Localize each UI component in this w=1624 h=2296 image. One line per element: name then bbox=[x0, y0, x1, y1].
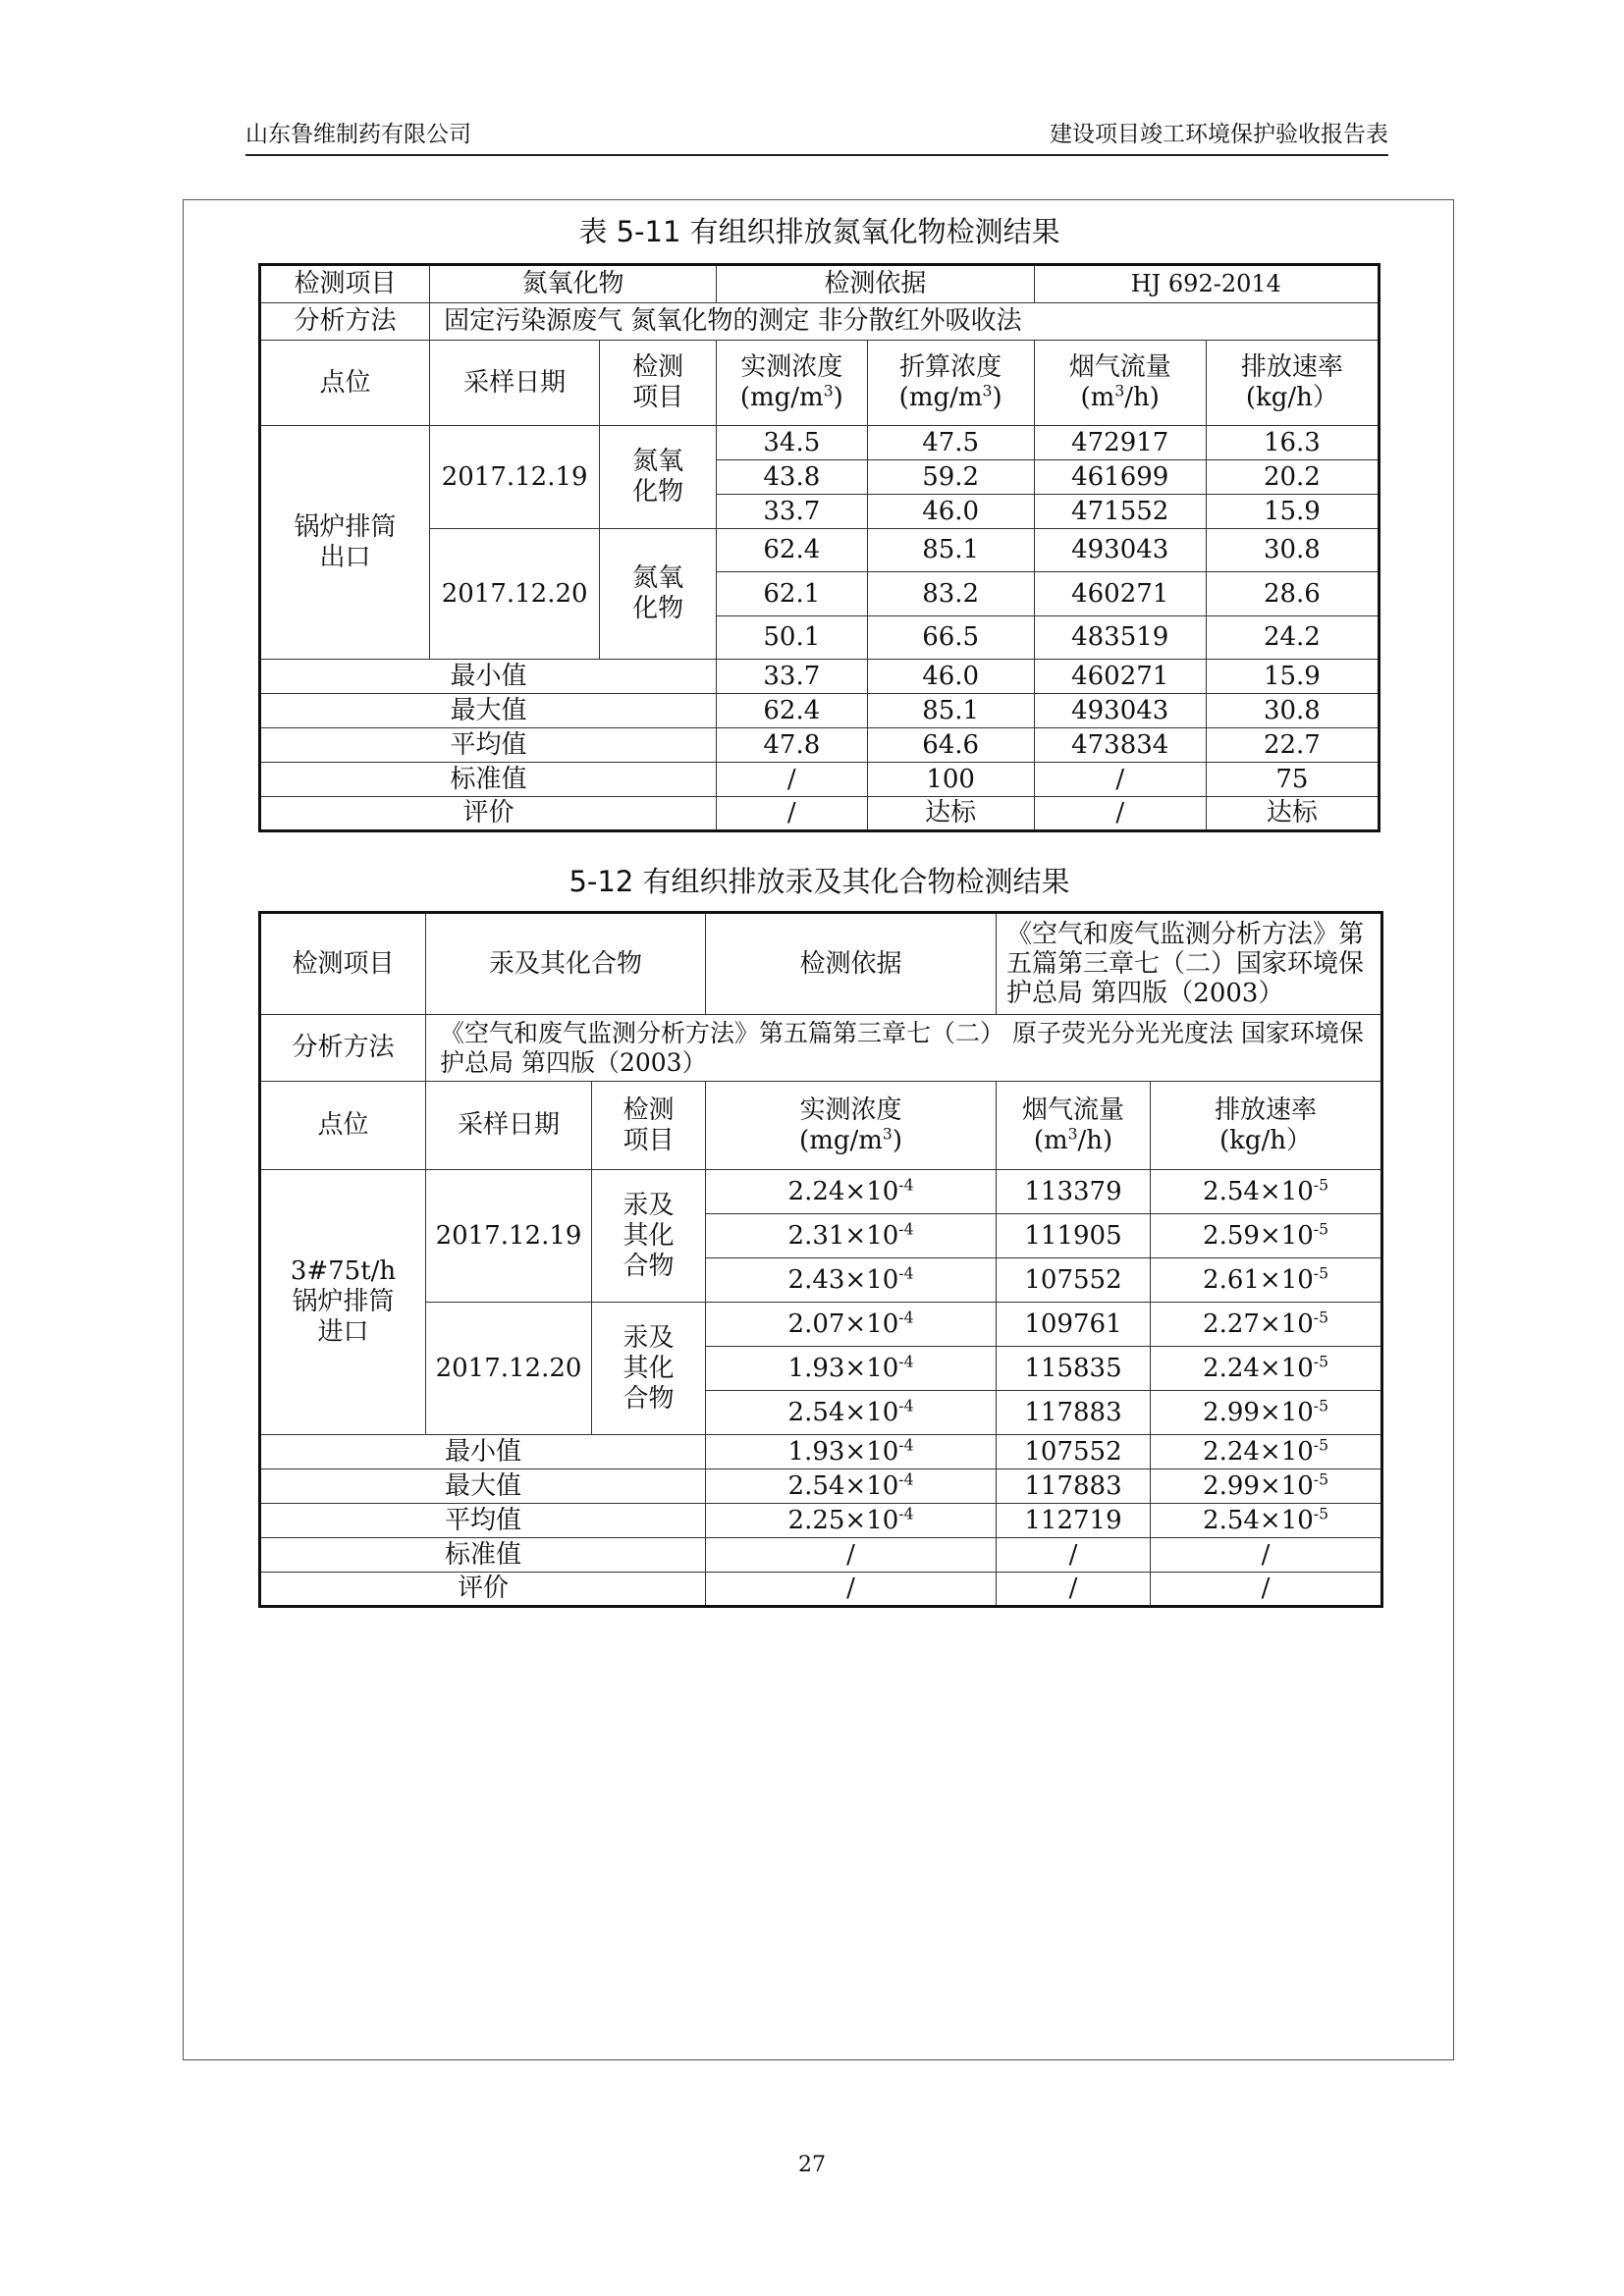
basis-value: 《空气和废气监测分析方法》第五篇第三章七（二）国家环境保护总局 第四版（2003） bbox=[997, 913, 1382, 1015]
converted-cell: 100 bbox=[867, 763, 1034, 797]
col-date: 采样日期 bbox=[426, 1082, 592, 1170]
col-point: 点位 bbox=[260, 341, 430, 426]
flow-cell: 113379 bbox=[997, 1170, 1151, 1214]
table-row bbox=[260, 913, 1382, 1015]
item-value: 氮氧化物 bbox=[430, 265, 717, 303]
flow-cell: 115835 bbox=[997, 1347, 1151, 1391]
flow-cell: 107552 bbox=[997, 1258, 1151, 1303]
table-row bbox=[260, 1303, 1382, 1347]
measured-cell: / bbox=[717, 797, 868, 831]
measured-cell: 33.7 bbox=[717, 495, 868, 529]
measured-cell: 62.4 bbox=[717, 529, 868, 572]
converted-cell: 64.6 bbox=[867, 728, 1034, 763]
flow-cell: 109761 bbox=[997, 1303, 1151, 1347]
summary-label: 标准值 bbox=[260, 763, 717, 797]
summary-row bbox=[260, 797, 1380, 831]
rate-cell: 30.8 bbox=[1206, 529, 1379, 572]
rate-cell: 24.2 bbox=[1206, 616, 1379, 660]
rate-cell: $2.54\times 10^{-5}$ bbox=[1151, 1504, 1382, 1538]
flow-cell: 111905 bbox=[997, 1214, 1151, 1258]
header-company: 山东鲁维制药有限公司 bbox=[245, 122, 471, 147]
measured-cell: $2.31\times 10^{-4}$ bbox=[706, 1214, 997, 1258]
summary-row bbox=[260, 1538, 1382, 1573]
converted-cell: 83.2 bbox=[867, 572, 1034, 616]
measured-cell: $2.07\times 10^{-4}$ bbox=[706, 1303, 997, 1347]
flow-cell: 461699 bbox=[1034, 460, 1206, 495]
table-row bbox=[260, 1015, 1382, 1082]
converted-cell: 59.2 bbox=[867, 460, 1034, 495]
measured-cell: $2.25\times 10^{-4}$ bbox=[706, 1504, 997, 1538]
measured-cell: $2.54\times 10^{-4}$ bbox=[706, 1391, 997, 1435]
rate-cell: 15.9 bbox=[1206, 660, 1379, 694]
rate-cell: $2.54\times 10^{-5}$ bbox=[1151, 1170, 1382, 1214]
rate-cell: 15.9 bbox=[1206, 495, 1379, 529]
flow-cell: 117883 bbox=[997, 1469, 1151, 1504]
table1-title: 表 5-11 有组织排放氮氧化物检测结果 bbox=[578, 215, 1060, 248]
flow-cell: 493043 bbox=[1034, 529, 1206, 572]
measured-cell: 50.1 bbox=[717, 616, 868, 660]
flow-cell: / bbox=[1034, 763, 1206, 797]
method-value: 《空气和废气监测分析方法》第五篇第三章七（二） 原子荧光分光光度法 国家环境保护总局 第四版（2003） bbox=[426, 1015, 1382, 1082]
summary-row bbox=[260, 763, 1380, 797]
page-number: 27 bbox=[798, 2153, 826, 2177]
col-rate: 排放速率 (kg/h） bbox=[1206, 341, 1379, 426]
table-row bbox=[260, 303, 1380, 341]
summary-label: 平均值 bbox=[260, 1504, 706, 1538]
flow-cell: 112719 bbox=[997, 1504, 1151, 1538]
measured-cell: $1.93\times 10^{-4}$ bbox=[706, 1435, 997, 1469]
rate-cell: 30.8 bbox=[1206, 694, 1379, 728]
measured-cell: 33.7 bbox=[717, 660, 868, 694]
table-header-row bbox=[260, 1082, 1382, 1170]
item-cell: 氮氧 化物 bbox=[600, 426, 717, 529]
flow-cell: 473834 bbox=[1034, 728, 1206, 763]
summary-row bbox=[260, 694, 1380, 728]
table-row bbox=[260, 426, 1380, 460]
summary-label: 评价 bbox=[260, 1573, 706, 1607]
measured-cell: / bbox=[717, 763, 868, 797]
header-report-title: 建设项目竣工环境保护验收报告表 bbox=[1050, 122, 1388, 147]
flow-cell: 483519 bbox=[1034, 616, 1206, 660]
col-flow: 烟气流量 $(m^3/h)$ bbox=[997, 1082, 1151, 1170]
rate-cell: $2.24\times 10^{-5}$ bbox=[1151, 1435, 1382, 1469]
basis-label: 检测依据 bbox=[706, 913, 997, 1015]
rate-cell: / bbox=[1151, 1573, 1382, 1607]
converted-cell: 46.0 bbox=[867, 495, 1034, 529]
rate-cell: $2.59\times 10^{-5}$ bbox=[1151, 1214, 1382, 1258]
rate-cell: $2.24\times 10^{-5}$ bbox=[1151, 1347, 1382, 1391]
rate-cell: 22.7 bbox=[1206, 728, 1379, 763]
flow-cell: 107552 bbox=[997, 1435, 1151, 1469]
rate-cell: $2.61\times 10^{-5}$ bbox=[1151, 1258, 1382, 1303]
rate-cell: 28.6 bbox=[1206, 572, 1379, 616]
method-value: 固定污染源废气 氮氧化物的测定 非分散红外吸收法 bbox=[430, 303, 1380, 341]
flow-cell: / bbox=[997, 1538, 1151, 1573]
col-converted: 折算浓度 $(mg/m^3)$ bbox=[867, 341, 1034, 426]
date-cell: 2017.12.20 bbox=[426, 1303, 592, 1435]
flow-cell: / bbox=[997, 1573, 1151, 1607]
summary-label: 平均值 bbox=[260, 728, 717, 763]
point-cell: 锅炉排筒 出口 bbox=[260, 426, 430, 660]
item-cell: 氮氧 化物 bbox=[600, 529, 717, 660]
item-cell: 汞及 其化 合物 bbox=[592, 1170, 706, 1303]
summary-label: 标准值 bbox=[260, 1538, 706, 1573]
table-mercury bbox=[258, 911, 1383, 1608]
table-header-row bbox=[260, 341, 1380, 426]
measured-cell: / bbox=[706, 1573, 997, 1607]
converted-cell: 66.5 bbox=[867, 616, 1034, 660]
date-cell: 2017.12.19 bbox=[426, 1170, 592, 1303]
col-point: 点位 bbox=[260, 1082, 426, 1170]
measured-cell: $2.43\times 10^{-4}$ bbox=[706, 1258, 997, 1303]
measured-cell: 34.5 bbox=[717, 426, 868, 460]
item-label: 检测项目 bbox=[260, 913, 426, 1015]
summary-row bbox=[260, 728, 1380, 763]
flow-cell: 460271 bbox=[1034, 660, 1206, 694]
converted-cell: 85.1 bbox=[867, 694, 1034, 728]
col-rate: 排放速率 (kg/h） bbox=[1151, 1082, 1382, 1170]
summary-label: 最大值 bbox=[260, 1469, 706, 1504]
header-rule bbox=[245, 154, 1388, 156]
measured-cell: 62.4 bbox=[717, 694, 868, 728]
measured-cell: $2.54\times 10^{-4}$ bbox=[706, 1469, 997, 1504]
summary-row bbox=[260, 1435, 1382, 1469]
rate-cell: 16.3 bbox=[1206, 426, 1379, 460]
flow-cell: 117883 bbox=[997, 1391, 1151, 1435]
method-label: 分析方法 bbox=[260, 1015, 426, 1082]
summary-label: 最小值 bbox=[260, 1435, 706, 1469]
col-measured: 实测浓度 $(mg/m^3)$ bbox=[706, 1082, 997, 1170]
summary-row bbox=[260, 1504, 1382, 1538]
rate-cell: 20.2 bbox=[1206, 460, 1379, 495]
item-cell: 汞及 其化 合物 bbox=[592, 1303, 706, 1435]
converted-cell: 46.0 bbox=[867, 660, 1034, 694]
item-value: 汞及其化合物 bbox=[426, 913, 706, 1015]
flow-cell: 493043 bbox=[1034, 694, 1206, 728]
table-row bbox=[260, 1170, 1382, 1214]
summary-label: 评价 bbox=[260, 797, 717, 831]
point-cell: 3#75t/h 锅炉排筒 进口 bbox=[260, 1170, 426, 1435]
measured-cell: 62.1 bbox=[717, 572, 868, 616]
table-row bbox=[260, 265, 1380, 303]
summary-label: 最小值 bbox=[260, 660, 717, 694]
summary-row bbox=[260, 660, 1380, 694]
flow-cell: 460271 bbox=[1034, 572, 1206, 616]
rate-cell: 75 bbox=[1206, 763, 1379, 797]
flow-cell: 472917 bbox=[1034, 426, 1206, 460]
flow-cell: / bbox=[1034, 797, 1206, 831]
measured-cell: $1.93\times 10^{-4}$ bbox=[706, 1347, 997, 1391]
col-measured: 实测浓度 $(mg/m^3)$ bbox=[717, 341, 868, 426]
rate-cell: $2.99\times 10^{-5}$ bbox=[1151, 1469, 1382, 1504]
summary-row bbox=[260, 1573, 1382, 1607]
rate-cell: 达标 bbox=[1206, 797, 1379, 831]
date-cell: 2017.12.20 bbox=[430, 529, 600, 660]
measured-cell: 47.8 bbox=[717, 728, 868, 763]
measured-cell: $2.24\times 10^{-4}$ bbox=[706, 1170, 997, 1214]
converted-cell: 达标 bbox=[867, 797, 1034, 831]
summary-row bbox=[260, 1469, 1382, 1504]
measured-cell: 43.8 bbox=[717, 460, 868, 495]
col-flow: 烟气流量 $(m^3/h)$ bbox=[1034, 341, 1206, 426]
rate-cell: $2.99\times 10^{-5}$ bbox=[1151, 1391, 1382, 1435]
col-item: 检测 项目 bbox=[600, 341, 717, 426]
col-date: 采样日期 bbox=[430, 341, 600, 426]
date-cell: 2017.12.19 bbox=[430, 426, 600, 529]
table2-title: 5-12 有组织排放汞及其化合物检测结果 bbox=[568, 865, 1070, 898]
summary-label: 最大值 bbox=[260, 694, 717, 728]
rate-cell: / bbox=[1151, 1538, 1382, 1573]
flow-cell: 471552 bbox=[1034, 495, 1206, 529]
converted-cell: 85.1 bbox=[867, 529, 1034, 572]
item-label: 检测项目 bbox=[260, 265, 430, 303]
rate-cell: $2.27\times 10^{-5}$ bbox=[1151, 1303, 1382, 1347]
table-nox bbox=[258, 263, 1380, 832]
measured-cell: / bbox=[706, 1538, 997, 1573]
col-item: 检测 项目 bbox=[592, 1082, 706, 1170]
basis-value: HJ 692-2014 bbox=[1034, 265, 1379, 303]
converted-cell: 47.5 bbox=[867, 426, 1034, 460]
method-label: 分析方法 bbox=[260, 303, 430, 341]
basis-label: 检测依据 bbox=[717, 265, 1035, 303]
